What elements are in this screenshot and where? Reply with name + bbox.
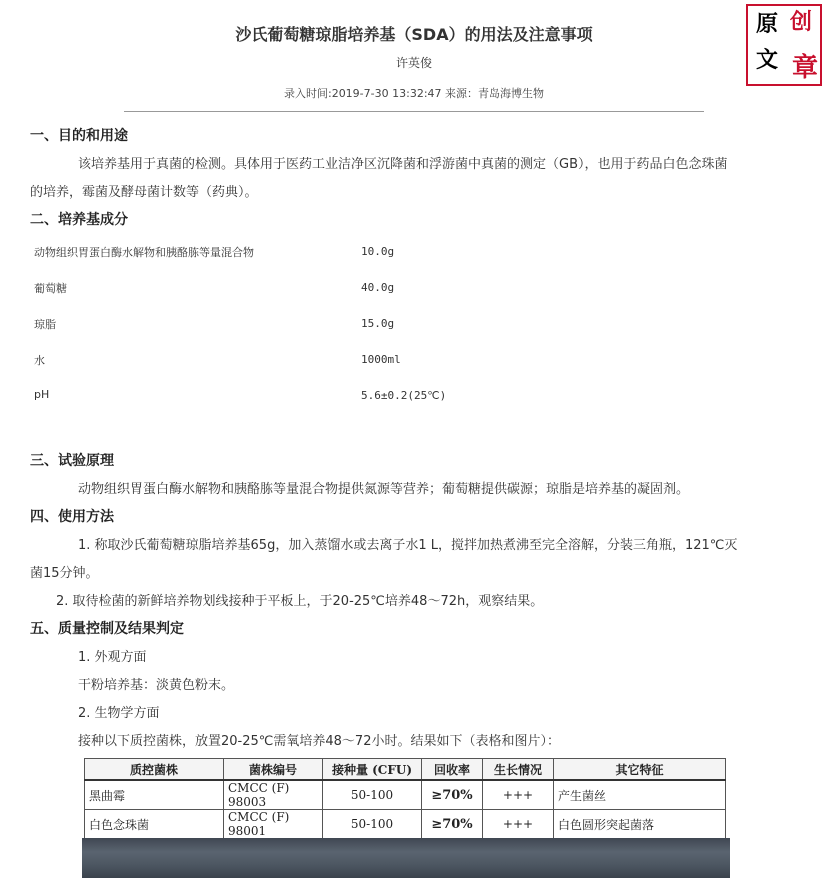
qc-subheading-appearance: 1. 外观方面 bbox=[78, 650, 147, 665]
stamp-char-4: 章 bbox=[791, 53, 818, 83]
table-row bbox=[85, 810, 726, 839]
principle-text: 动物组织胃蛋白酶水解物和胰酪胨等量混合物提供氮源等营养；葡萄糖提供碳源；琼脂是培养基的凝固剂。 bbox=[78, 482, 690, 497]
qc-appearance-text: 干粉培养基：淡黄色粉末。 bbox=[78, 678, 235, 693]
usage-step2: 2. 取待检菌的新鲜培养物划线接种于平板上，于20-25℃培养48～72h，观察结果。 bbox=[56, 594, 544, 609]
table-header-cell: 回收率 bbox=[422, 759, 483, 781]
section-heading-usage: 四、使用方法 bbox=[30, 509, 114, 525]
stamp-char-2: 创 bbox=[789, 9, 812, 35]
composition-value: 40.0g bbox=[361, 281, 395, 294]
table-header-cell: 接种量 (CFU) bbox=[323, 759, 422, 781]
title-divider bbox=[124, 111, 704, 112]
original-article-stamp bbox=[744, 0, 828, 90]
usage-step1-line2: 菌15分钟。 bbox=[30, 566, 99, 581]
composition-name: 水 bbox=[34, 354, 45, 367]
table-header-row bbox=[85, 759, 726, 781]
table-header-cell: 菌株编号 bbox=[224, 759, 323, 781]
composition-name: 动物组织胃蛋白酶水解物和胰酪胨等量混合物 bbox=[34, 246, 254, 259]
qc-results-table bbox=[84, 758, 726, 839]
qc-subheading-biology: 2. 生物学方面 bbox=[78, 706, 160, 721]
table-header-cell: 质控菌株 bbox=[85, 759, 224, 781]
stamp-char-1: 原 bbox=[755, 11, 778, 37]
composition-name: pH bbox=[34, 388, 50, 401]
article-title: 沙氏葡萄糖琼脂培养基（SDA）的用法及注意事项 bbox=[235, 25, 593, 44]
stamp-char-3: 文 bbox=[755, 47, 778, 73]
article-meta: 录入时间:2019-7-30 13:32:47 来源：青岛海博生物 bbox=[283, 87, 545, 100]
purpose-text-line2: 的培养，霉菌及酵母菌计数等（药典）。 bbox=[30, 185, 258, 200]
section-heading-quality-control: 五、质量控制及结果判定 bbox=[30, 621, 184, 637]
composition-value: 1000ml bbox=[361, 353, 401, 366]
table-cell: 白色念珠菌 bbox=[85, 810, 224, 839]
usage-step1-line1: 1. 称取沙氏葡萄糖琼脂培养基65g，加入蒸馏水或去离子水1 L，搅拌加热煮沸至完全溶解，分装三角瓶，121℃灭 bbox=[78, 538, 738, 553]
purpose-text-line1: 该培养基用于真菌的检测。具体用于医药工业洁净区沉降菌和浮游菌中真菌的测定（GB），也用于药品白色念珠菌 bbox=[78, 157, 728, 172]
composition-value: 10.0g bbox=[361, 245, 395, 258]
table-cell: 产生菌丝 bbox=[554, 780, 726, 810]
qc-biology-text: 接种以下质控菌株，放置20-25℃需氧培养48～72小时。结果如下（表格和图片）： bbox=[78, 734, 560, 749]
composition-name: 葡萄糖 bbox=[34, 282, 67, 295]
article-author: 许英俊 bbox=[395, 56, 432, 70]
table-cell: CMCC (F) 98001 bbox=[224, 810, 323, 839]
table-cell: 黑曲霉 bbox=[85, 780, 224, 810]
table-cell: ≥70% bbox=[422, 810, 483, 839]
composition-name: 琼脂 bbox=[34, 318, 56, 331]
table-cell: +++ bbox=[483, 810, 554, 839]
table-cell: 白色圆形突起菌落 bbox=[554, 810, 726, 839]
composition-value: 5.6±0.2(25℃) bbox=[361, 389, 447, 402]
table-header-cell: 生长情况 bbox=[483, 759, 554, 781]
table-cell: CMCC (F) 98003 bbox=[224, 780, 323, 810]
table-cell: +++ bbox=[483, 780, 554, 810]
section-heading-purpose: 一、目的和用途 bbox=[30, 128, 128, 144]
table-header-cell: 其它特征 bbox=[554, 759, 726, 781]
table-cell: 50-100 bbox=[323, 810, 422, 839]
section-heading-principle: 三、试验原理 bbox=[30, 453, 114, 469]
table-row bbox=[85, 780, 726, 810]
culture-photo bbox=[82, 838, 730, 878]
table-cell: ≥70% bbox=[422, 780, 483, 810]
composition-value: 15.0g bbox=[361, 317, 395, 330]
table-cell: 50-100 bbox=[323, 780, 422, 810]
section-heading-composition: 二、培养基成分 bbox=[30, 212, 128, 228]
